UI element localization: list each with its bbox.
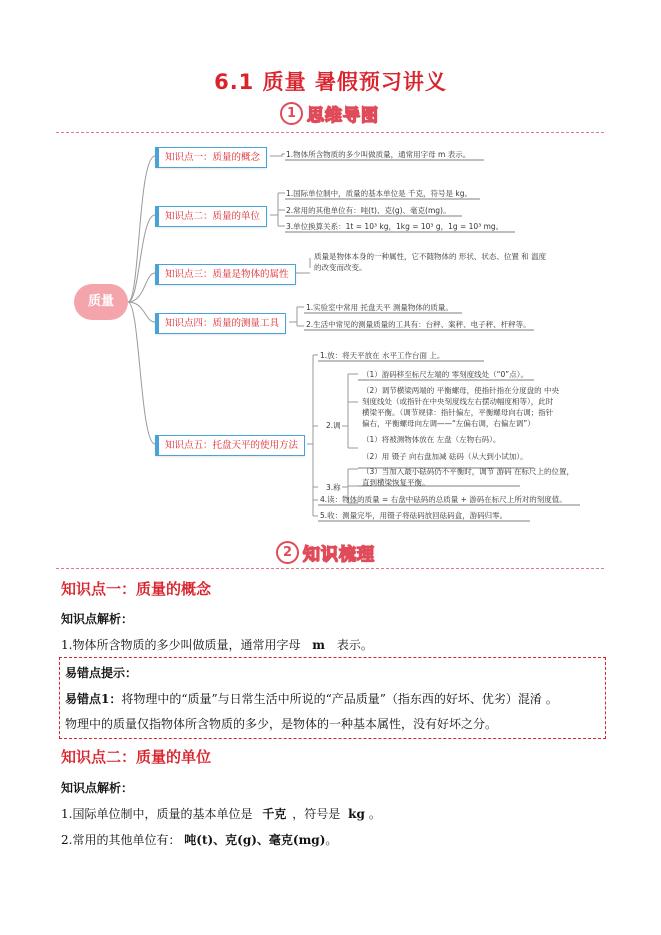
mindmap-node-kp2: 知识点二：质量的单位 bbox=[155, 206, 267, 227]
kp5-adjust-b-line: 偏右，平衡螺母向左调——“左偏右调，右偏左调”） bbox=[362, 419, 535, 428]
section-line bbox=[61, 805, 381, 822]
kp5-weigh-c-line: 直到横梁恢复平衡。 bbox=[362, 478, 430, 487]
kp4-item: 2.生活中常见的测量质量的工具有：台秤、案秤、电子秤、杆秤等。 bbox=[306, 320, 531, 329]
line-text: 1.国际单位制中，质量的基本单位是 bbox=[61, 807, 253, 821]
mindmap-node-kp5: 知识点五：托盘天平的使用方法 bbox=[155, 435, 305, 456]
divider bbox=[56, 568, 604, 569]
line-text: 。 bbox=[325, 833, 338, 847]
kp1-item: 1.物体所含物质的多少叫做质量，通常用字母 m 表示。 bbox=[286, 150, 471, 159]
kp2-item: 2.常用的其他单位有：吨(t)、克(g)、毫克(mg)。 bbox=[286, 206, 451, 215]
section-subheading: 知识点解析： bbox=[61, 781, 134, 795]
kp2-item: 3.单位换算关系：1t = 10³ kg，1kg = 10³ g，1g = 10³ mg。 bbox=[286, 222, 504, 231]
mindmap-node-kp4: 知识点四：质量的测量工具 bbox=[155, 313, 286, 334]
line-symbol: kg bbox=[348, 807, 365, 821]
kp3-item: 的改变而改变。 bbox=[314, 263, 367, 272]
mindmap-node-kp3: 知识点三：质量是物体的属性 bbox=[155, 264, 296, 285]
warning-title: 易错点提示： bbox=[65, 666, 138, 680]
section-line bbox=[61, 636, 373, 653]
line-text: ，符号是 bbox=[292, 807, 341, 821]
kp5-step-put: 1.放：将天平放在 水平工作台面 上。 bbox=[320, 351, 445, 360]
kp5-adjust-b-line: 刻度线处（或指针在中央刻度线左右摆动幅度相等），此时 bbox=[362, 397, 554, 406]
section-heading: 知识点一：质量的概念 bbox=[61, 580, 212, 598]
line-symbol: m bbox=[312, 638, 325, 652]
badge-number: 1 bbox=[280, 102, 303, 125]
kp5-step-weigh: 3.称 bbox=[326, 483, 341, 492]
line-text: 表示。 bbox=[336, 638, 373, 652]
badge-text: 知识梳理 bbox=[303, 545, 375, 565]
mindmap-root-node: 质量 bbox=[74, 284, 128, 320]
line-text: 1.物体所含物质的多少叫做质量，通常用字母 bbox=[61, 638, 301, 652]
kp5-weigh-b: （2）用 镊子 向右盘加减 砝码（从大到小试加）。 bbox=[362, 452, 528, 461]
kp5-step-store: 5.收：测量完毕，用镊子将砝码放回砝码盒，游码归零。 bbox=[320, 511, 508, 520]
kp3-item: 质量是物体本身的一种属性，它不随物体的 形状、状态、位置 和 温度 bbox=[314, 252, 547, 261]
line-text: 。 bbox=[368, 807, 381, 821]
page-title: 6.1 质量 暑假预习讲义 bbox=[214, 70, 447, 94]
kp5-weigh-c bbox=[362, 466, 582, 488]
section-line bbox=[61, 831, 337, 848]
section-subheading: 知识点解析： bbox=[61, 612, 134, 626]
kp5-adjust-b bbox=[362, 385, 582, 429]
kp5-weigh-a: （1）将被测物体放在 左盘（左物右码）。 bbox=[362, 435, 501, 444]
section-heading: 知识点二：质量的单位 bbox=[61, 748, 212, 766]
warning-line bbox=[65, 690, 558, 707]
kp2-item: 1.国际单位制中，质量的基本单位是 千克，符号是 kg。 bbox=[286, 189, 473, 198]
line-units: 吨(t)、克(g)、毫克(mg) bbox=[184, 833, 326, 847]
warning-line: 物理中的质量仅指物体所含物质的多少，是物体的一种基本属性，没有好坏之分。 bbox=[65, 717, 498, 731]
kp5-adjust-b-line: 横梁平衡。（调节规律：指针偏左，平衡螺母向右调；指针 bbox=[362, 408, 554, 417]
warning-label: 易错点1： bbox=[65, 692, 122, 706]
kp5-step-read: 4.读：物体的质量 = 右盘中砝码的总质量 + 游码在标尺上所对的刻度值。 bbox=[320, 495, 567, 504]
line-unit: 千克 bbox=[262, 807, 287, 821]
kp5-step-adjust: 2.调 bbox=[326, 421, 341, 430]
line-text: 2.常用的其他单位有： bbox=[61, 833, 181, 847]
kp5-weigh-c-line: （3）当加入最小砝码仍不平衡时，调节 游码 在标尺上的位置， bbox=[362, 467, 575, 476]
kp5-adjust-a: （1）游码移至标尺左端的 零刻度线处（“0”点）。 bbox=[362, 370, 528, 379]
badge-number: 2 bbox=[276, 541, 299, 564]
mindmap-node-kp1: 知识点一：质量的概念 bbox=[155, 147, 267, 168]
warning-text: 将物理中的“质量”与日常生活中所说的“产品质量”（指东西的好坏、优劣）混淆 。 bbox=[121, 692, 558, 706]
kp5-adjust-b-line: （2）调节横梁两端的 平衡螺母，使指针指在分度盘的 中央 bbox=[362, 386, 560, 395]
kp4-item: 1.实验室中常用 托盘天平 测量物体的质量。 bbox=[306, 303, 453, 312]
badge-text: 思维导图 bbox=[307, 106, 379, 126]
knowledge-badge bbox=[276, 540, 375, 565]
